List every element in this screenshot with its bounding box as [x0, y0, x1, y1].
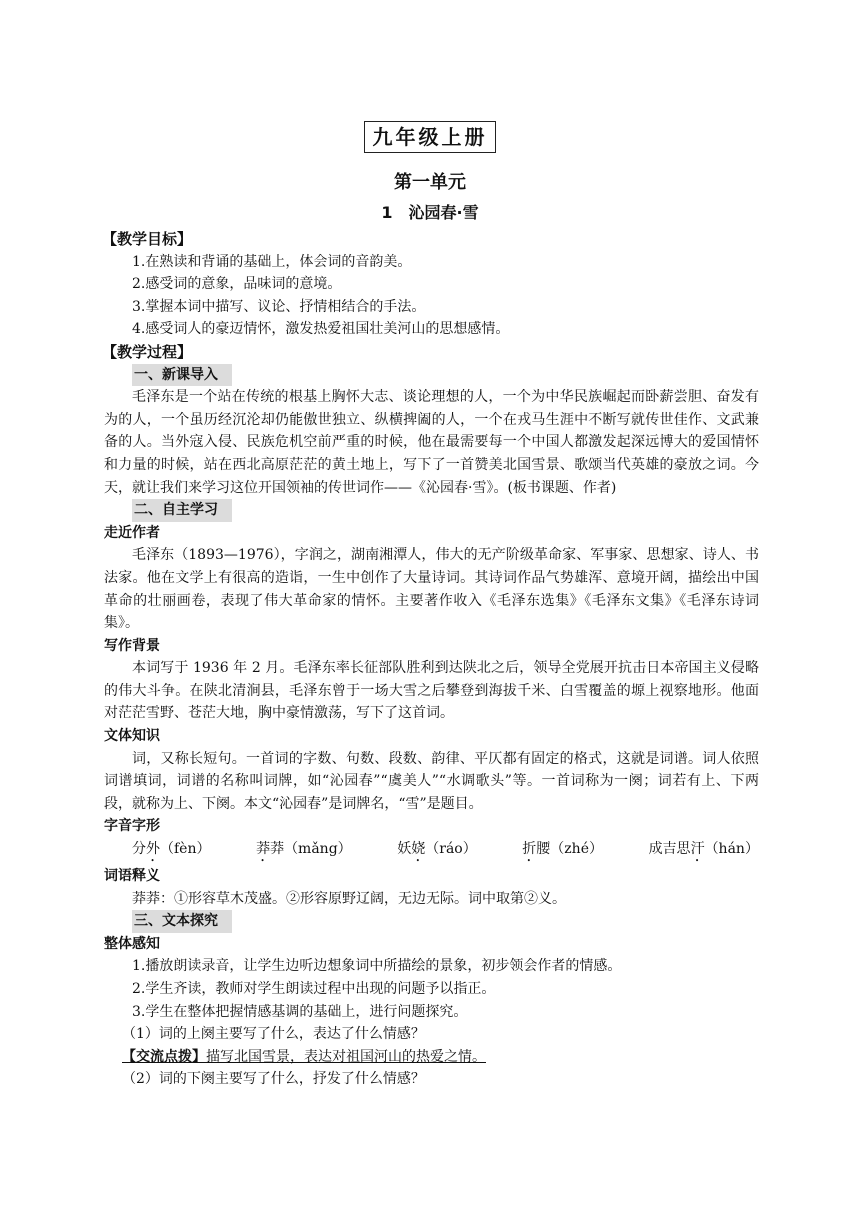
pron-item: 莽莽（mǎng） — [256, 841, 352, 858]
section-tag-intro: 一、新课导入 — [132, 364, 232, 387]
answer-1: 【交流点拨】描写北国雪景，表达对祖国河山的热爱之情。 — [122, 1048, 486, 1065]
genre-paragraph: 词，又称长短句。一首词的字数、句数、段数、韵律、平仄都有固定的格式，这就是词谱。词人依照词谱填词，词谱的名称叫词牌，如“沁园春”“虞美人”“水调歌头”等。一首词称为一阕；词若有上、下两段，就称为上、下阕。本文“沁园春”是词牌名，“雪”是题目。 — [104, 750, 759, 812]
pron-item: 妖娆（ráo） — [397, 841, 477, 858]
pronunciation-row — [104, 838, 759, 865]
book-title-box: 九年级上册 — [364, 121, 496, 153]
overall-subheading: 整体感知 — [104, 935, 160, 952]
pron-item: 分外（fèn） — [132, 841, 211, 858]
step-item: 2.学生齐读，教师对学生朗读过程中出现的问题予以指正。 — [132, 981, 496, 997]
pron-item: 成吉思汗（hán） — [648, 841, 759, 858]
genre-subheading: 文体知识 — [104, 728, 160, 745]
lesson-title: 1 沁园春·雪 — [381, 203, 479, 222]
section-tag-self-study: 二、自主学习 — [132, 499, 232, 522]
section-tag-text-study: 三、文本探究 — [132, 910, 232, 933]
background-subheading: 写作背景 — [104, 637, 160, 654]
question-1: （1）词的上阕主要写了什么，表达了什么情感？ — [122, 1026, 425, 1043]
pronunciation-subheading: 字音字形 — [104, 818, 160, 835]
step-item: 3.学生在整体把握情感基调的基础上，进行问题探究。 — [132, 1003, 468, 1020]
goals-heading: 【教学目标】 — [102, 230, 193, 248]
author-paragraph: 毛泽东（1893—1976），字润之，湖南湘潭人，伟大的无产阶级革命家、军事家、思想家、诗人、书法家。他在文学上有很高的造诣，一生中创作了大量诗词。其诗词作品气势雄浑、意境开阔，描绘出中国革命的壮丽画卷，表现了伟大革命家的情怀。主要著作收入《毛泽东选集》《毛泽东文集》《毛泽东诗词集》。 — [104, 547, 759, 632]
intro-paragraph: 毛泽东是一个站在传统的根基上胸怀大志、谈论理想的人，一个为中华民族崛起而卧薪尝胆、奋发有为的人，一个虽历经沉沦却仍能傲世独立、纵横捭阖的人，一个在戎马生涯中不断写就传世佳作、文武兼备的人。当外寇入侵、民族危机空前严重的时候，他在最需要每一个中国人都激发起深远博大的爱国情怀和力量的时候，站在西北高原茫茫的黄土地上，写下了一首赞美北国雪景、歌颂当代英雄的豪放之词。今天，就让我们来学习这位开国领袖的传世词作——《沁园春·雪》。(板书课题、作者) — [104, 389, 759, 496]
vocab-subheading: 词语释义 — [104, 868, 160, 885]
process-heading: 【教学过程】 — [102, 342, 193, 361]
goal-item: 3.掌握本词中描写、议论、抒情相结合的手法。 — [132, 298, 426, 315]
unit-title: 第一单元 — [394, 172, 466, 193]
vocab-paragraph: 莽莽：①形容草木茂盛。②形容原野辽阔，无边无际。词中取第②义。 — [132, 890, 566, 907]
question-2: （2）词的下阕主要写了什么，抒发了什么情感？ — [122, 1071, 425, 1088]
author-subheading: 走近作者 — [104, 524, 160, 541]
goal-item: 4.感受词人的豪迈情怀，激发热爱祖国壮美河山的思想感情。 — [132, 321, 510, 338]
document-body — [104, 228, 759, 1091]
step-item: 1.播放朗读录音，让学生边听边想象词中所描绘的景象，初步领会作者的情感。 — [132, 958, 622, 975]
pron-item: 折腰（zhé） — [522, 841, 603, 858]
goal-item: 1.在熟读和背诵的基础上，体会词的音韵美。 — [132, 253, 412, 270]
background-paragraph: 本词写于 1936 年 2 月。毛泽东率长征部队胜利到达陕北之后，领导全党展开抗击日本帝国主义侵略的伟大斗争。在陕北清涧县，毛泽东曾于一场大雪之后攀登到海拔千米、白雪覆盖的塬上视察地形。他面对茫茫雪野、苍茫大地，胸中豪情激荡，写下了这首词。 — [104, 660, 759, 722]
goal-item: 2.感受词的意象，品味词的意境。 — [132, 276, 342, 293]
